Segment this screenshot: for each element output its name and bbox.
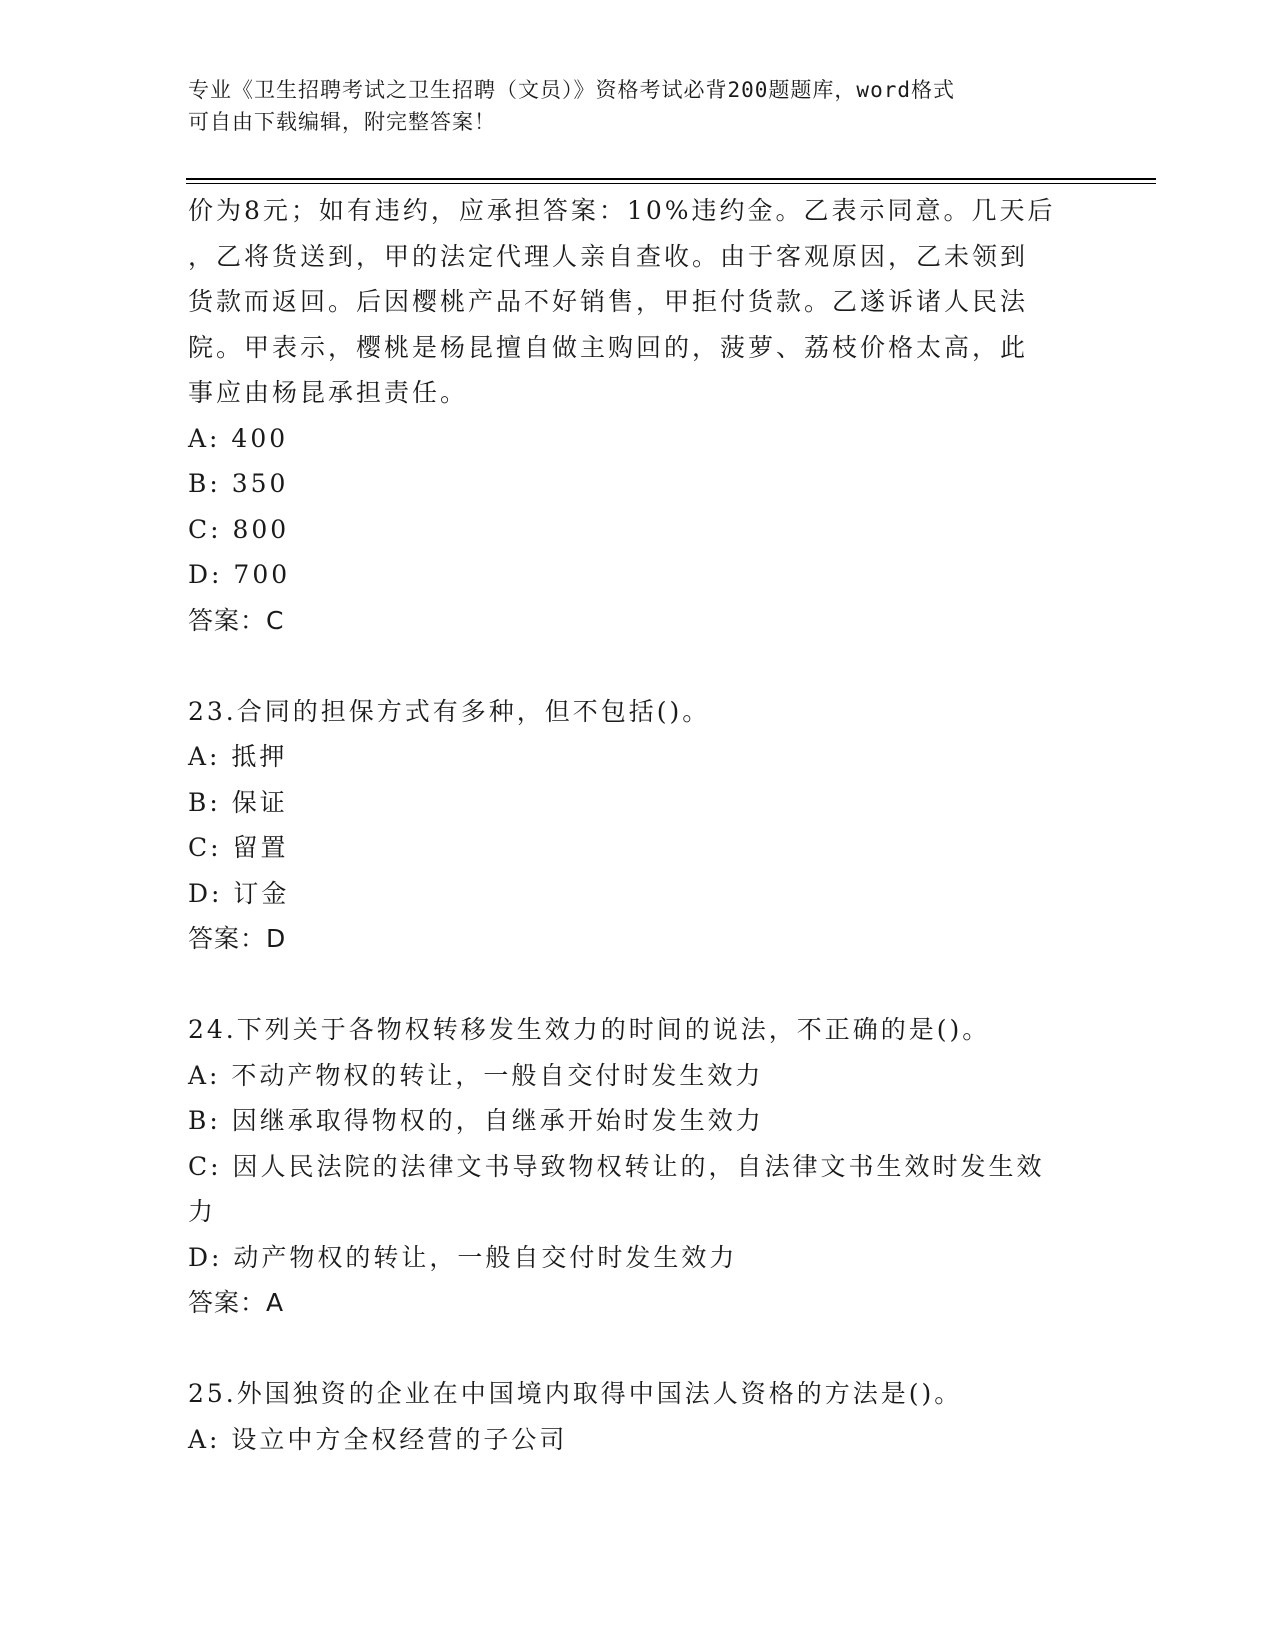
answer-line: 答案：A bbox=[188, 1288, 285, 1317]
option-a: A: 400 bbox=[188, 423, 289, 453]
document-header bbox=[188, 74, 1068, 138]
option-d: D: 动产物权的转让，一般自交付时发生效力 bbox=[188, 1242, 738, 1272]
option-c-continuation: 力 bbox=[188, 1197, 217, 1226]
header-rule-thick bbox=[186, 178, 1156, 180]
option-d: D: 700 bbox=[188, 560, 291, 589]
option-b: B: 350 bbox=[188, 469, 289, 498]
question-text: 24.下列关于各物权转移发生效力的时间的说法，不正确的是()。 bbox=[188, 1015, 991, 1044]
question-text-line: ，乙将货送到，甲的法定代理人亲自查收。由于客观原因，乙未领到 bbox=[188, 241, 1029, 271]
option-b: B: 因继承取得物权的，自继承开始时发生效力 bbox=[188, 1106, 764, 1135]
question-22-continuation bbox=[188, 188, 1088, 643]
question-24 bbox=[188, 1007, 1088, 1326]
option-d: D: 订金 bbox=[188, 878, 290, 908]
option-a: A: 不动产物权的转让，一般自交付时发生效力 bbox=[188, 1060, 764, 1090]
question-23 bbox=[188, 689, 1088, 962]
option-b: B: 保证 bbox=[188, 787, 288, 817]
document-body bbox=[188, 188, 1088, 1462]
option-c: C: 因人民法院的法律文书导致物权转让的，自法律文书生效时发生效 bbox=[188, 1151, 1045, 1181]
header-line-1: 专业《卫生招聘考试之卫生招聘（文员）》资格考试必背200题题库，word格式 bbox=[188, 78, 955, 102]
option-a: A: 设立中方全权经营的子公司 bbox=[188, 1424, 568, 1454]
question-text: 25.外国独资的企业在中国境内取得中国法人资格的方法是()。 bbox=[188, 1379, 963, 1408]
question-25 bbox=[188, 1371, 1088, 1462]
option-c: C: 800 bbox=[188, 514, 290, 544]
question-text-line: 货款而返回。后因樱桃产品不好销售，甲拒付货款。乙遂诉诸人民法 bbox=[188, 287, 1029, 316]
option-c: C: 留置 bbox=[188, 833, 289, 862]
question-text: 23.合同的担保方式有多种，但不包括()。 bbox=[188, 696, 711, 726]
question-text-line: 院。甲表示，樱桃是杨昆擅自做主购回的，菠萝、荔枝价格太高，此 bbox=[188, 332, 1029, 362]
option-a: A: 抵押 bbox=[188, 742, 288, 771]
answer-line: 答案：D bbox=[188, 924, 287, 953]
question-text-line: 价为8元；如有违约，应承担答案：10%违约金。乙表示同意。几天后 bbox=[188, 196, 1056, 225]
header-rule-thin bbox=[186, 183, 1156, 184]
question-text-line: 事应由杨昆承担责任。 bbox=[188, 378, 469, 407]
answer-line: 答案：C bbox=[188, 605, 285, 635]
header-line-2: 可自由下载编辑，附完整答案！ bbox=[188, 110, 496, 134]
